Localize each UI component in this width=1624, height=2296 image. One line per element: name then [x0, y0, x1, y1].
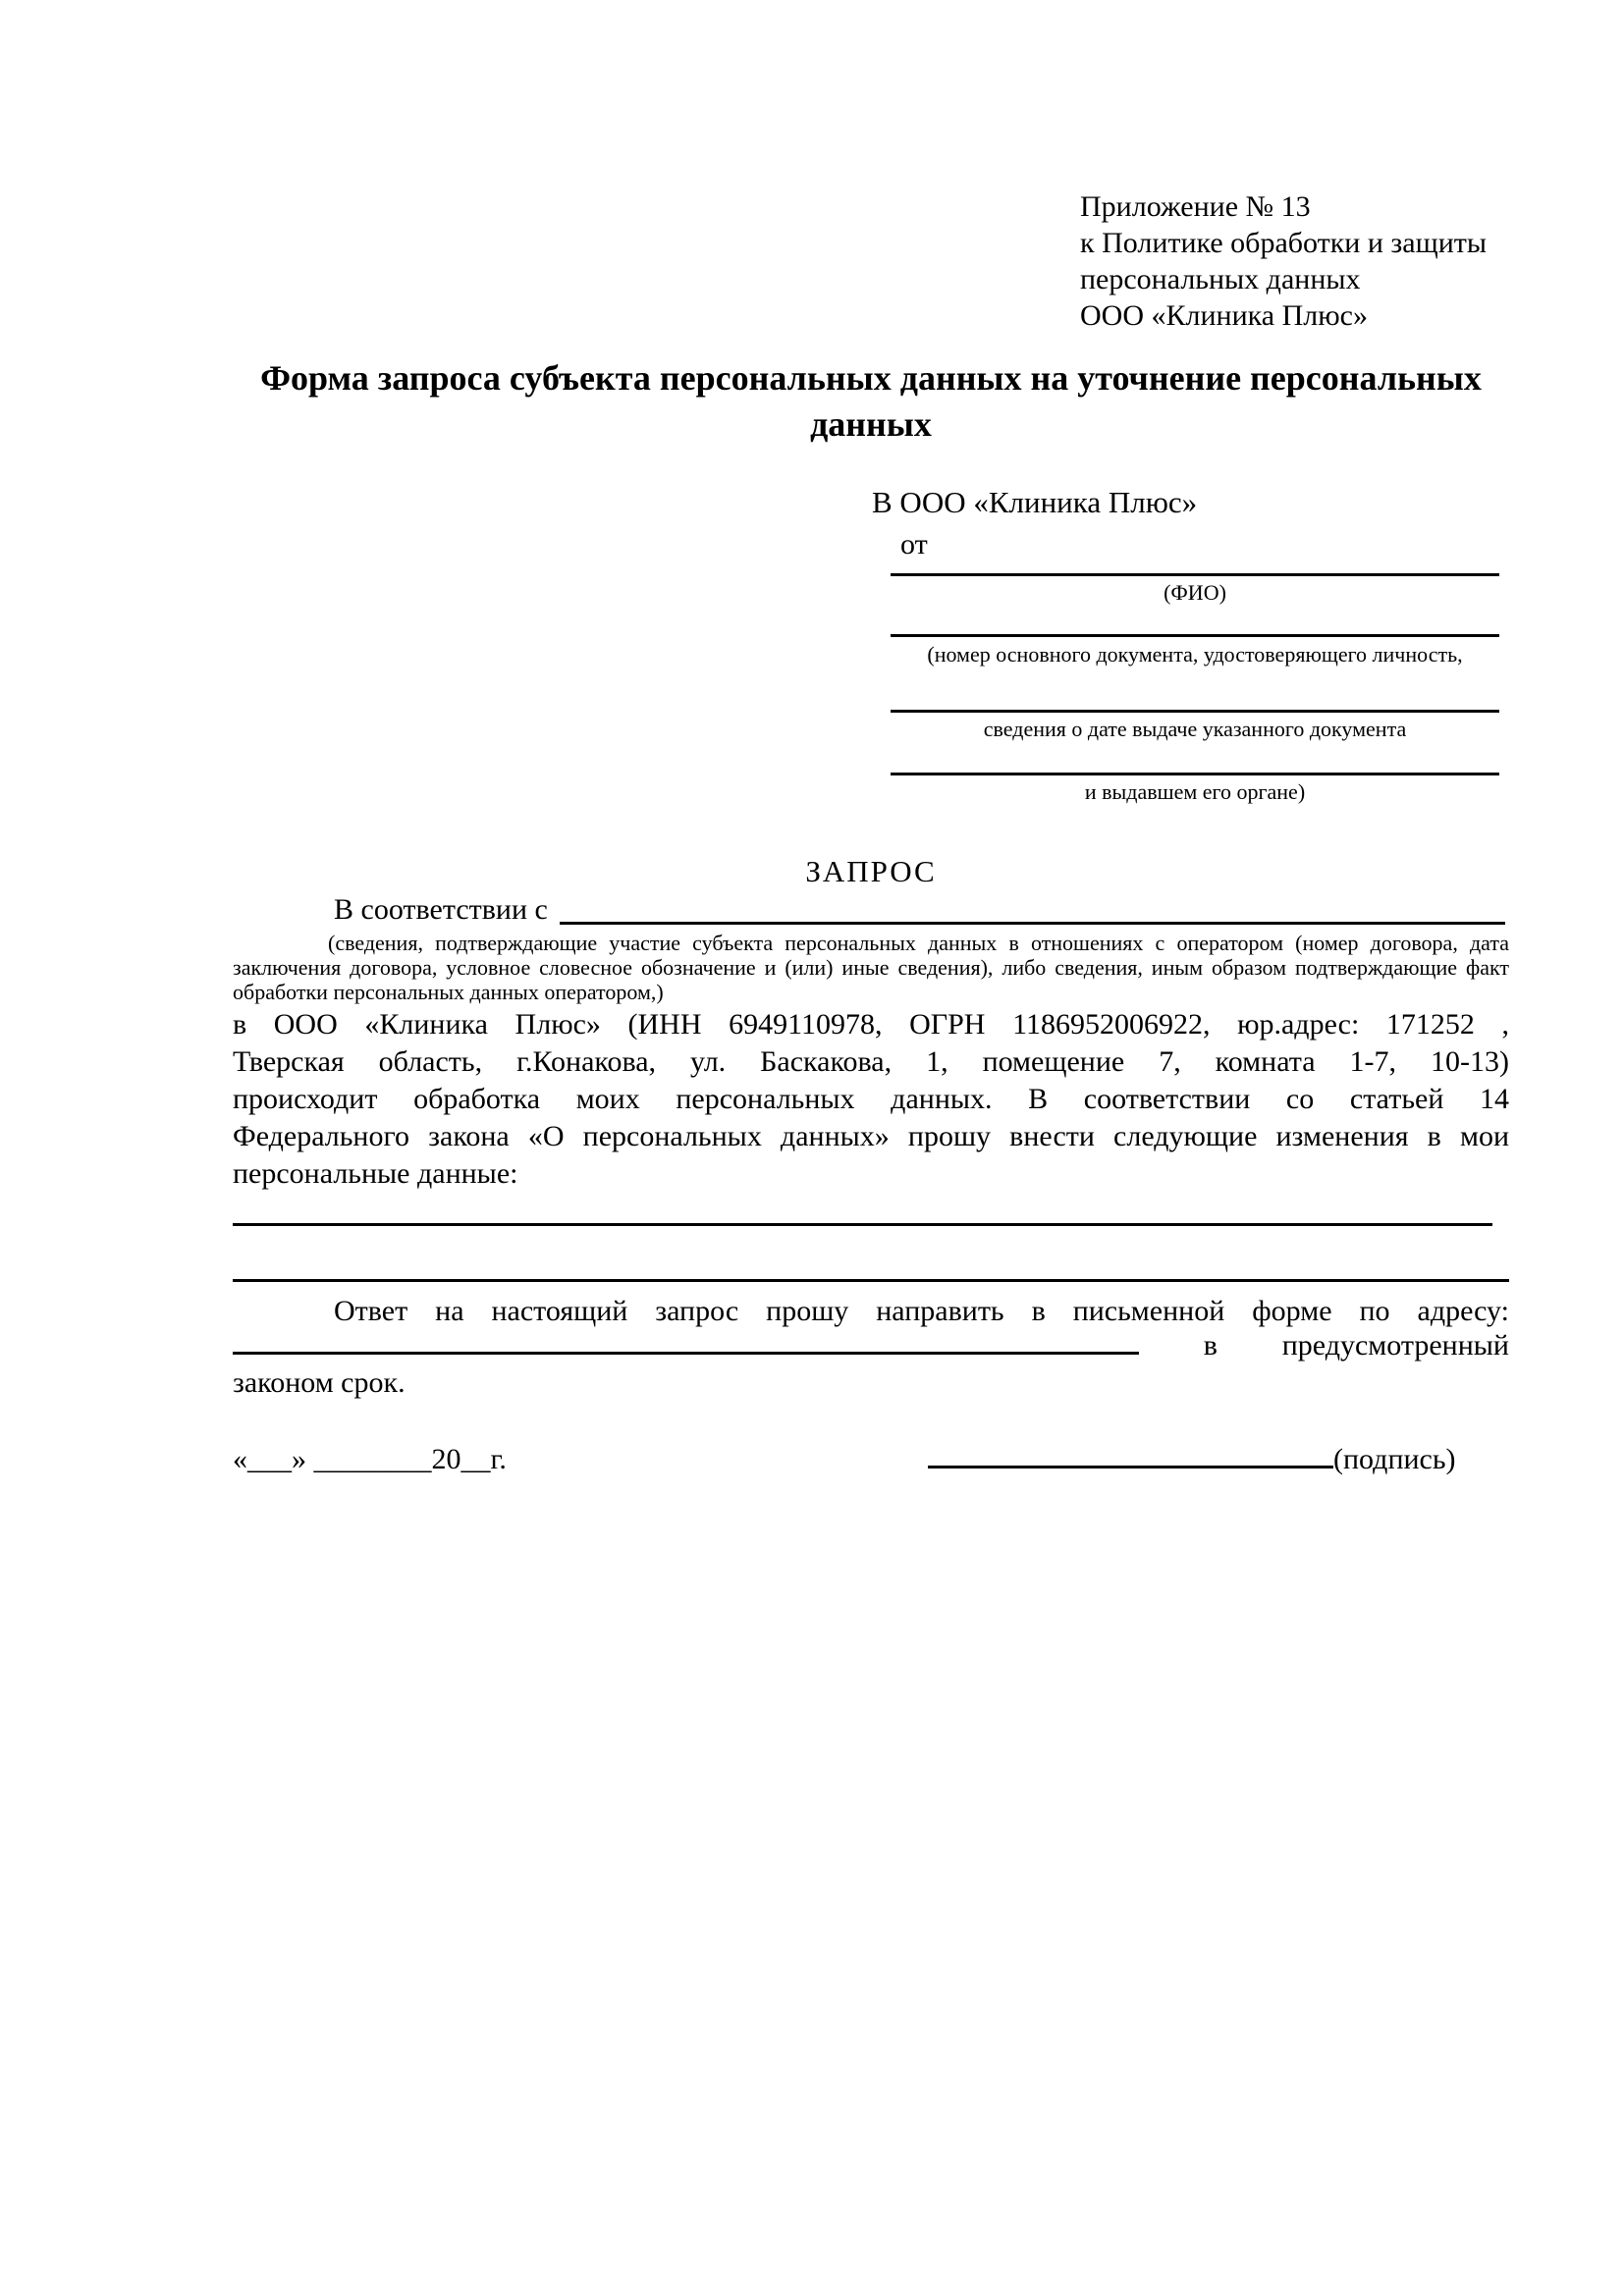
fine-print-line: обработки персональных данных оператором,) — [233, 980, 664, 1004]
from-label: от — [900, 528, 928, 561]
id-document-blank-line — [891, 634, 1499, 637]
issuing-authority-caption: и выдавшем его органе) — [1084, 779, 1306, 804]
address-blank-line — [233, 1351, 1139, 1355]
appendix-line: к Политике обработки и защиты — [1080, 227, 1488, 259]
appendix-line: персональных данных — [1080, 263, 1361, 295]
fine-print-line: (сведения, подтверждающие участие субъекта персональных данных в отношениях с оператором (номер договора, дата — [328, 931, 1509, 955]
appendix-block — [1080, 188, 1487, 334]
body-line: происходит обработка моих персональных данных. В соответствии со статьей 14 — [233, 1083, 1509, 1115]
body-line: Тверская область, г.Конакова, ул. Баскакова, 1, помещение 7, комната 1-7, 10-13) — [233, 1045, 1509, 1078]
reply-line-1: Ответ на настоящий запрос прошу направить в письменной форме по адресу: — [334, 1295, 1509, 1327]
fine-print-line: заключения договора, условное словесное обозначение и (или) иные сведения), либо сведения, иным образом подтверждающие факт — [233, 955, 1509, 980]
date-fill-in: «___» ________20__г. — [233, 1443, 507, 1475]
intro-blank-line — [560, 922, 1505, 925]
reply-line-2 — [233, 1327, 1509, 1364]
issue-date-blank-line — [891, 710, 1499, 713]
body-line: персональные данные: — [233, 1157, 518, 1190]
issue-date-caption: сведения о дате выдаче указанного документа — [983, 717, 1407, 741]
reply-line-3: законом срок. — [233, 1366, 406, 1399]
id-document-caption: (номер основного документа, удостоверяющего личность, — [927, 642, 1463, 667]
fio-caption: (ФИО) — [1164, 580, 1226, 605]
reply-word: в — [1203, 1329, 1218, 1362]
recipient-to: В ООО «Клиника Плюс» — [872, 485, 1198, 519]
fine-print-block — [233, 931, 1509, 1004]
body-paragraph — [233, 1006, 1509, 1193]
signature-caption: (подпись) — [1333, 1443, 1456, 1475]
signature-blank-line — [928, 1465, 1333, 1468]
signature-area — [928, 1441, 1456, 1478]
appendix-line: ООО «Клиника Плюс» — [1080, 299, 1368, 332]
intro-row — [233, 891, 1505, 929]
fio-blank-line — [891, 573, 1499, 576]
appendix-line: Приложение № 13 — [1080, 190, 1311, 223]
reply-word: предусмотренный — [1281, 1329, 1509, 1362]
body-line: в ООО «Клиника Плюс» (ИНН 6949110978, ОГРН 1186952006922, юр.адрес: 171252 , — [233, 1008, 1509, 1041]
document-title: Форма запроса субъекта персональных данных на уточнение персональных данных — [260, 358, 1482, 444]
issuing-authority-blank-line — [891, 773, 1499, 775]
changes-blank-line-2 — [233, 1279, 1509, 1282]
intro-prefix: В соответствии с — [334, 893, 548, 926]
body-line: Федерального закона «О персональных данных» прошу внести следующие изменения в мои — [233, 1120, 1509, 1152]
request-heading: ЗАПРОС — [805, 854, 937, 888]
changes-blank-line-1 — [233, 1223, 1492, 1226]
